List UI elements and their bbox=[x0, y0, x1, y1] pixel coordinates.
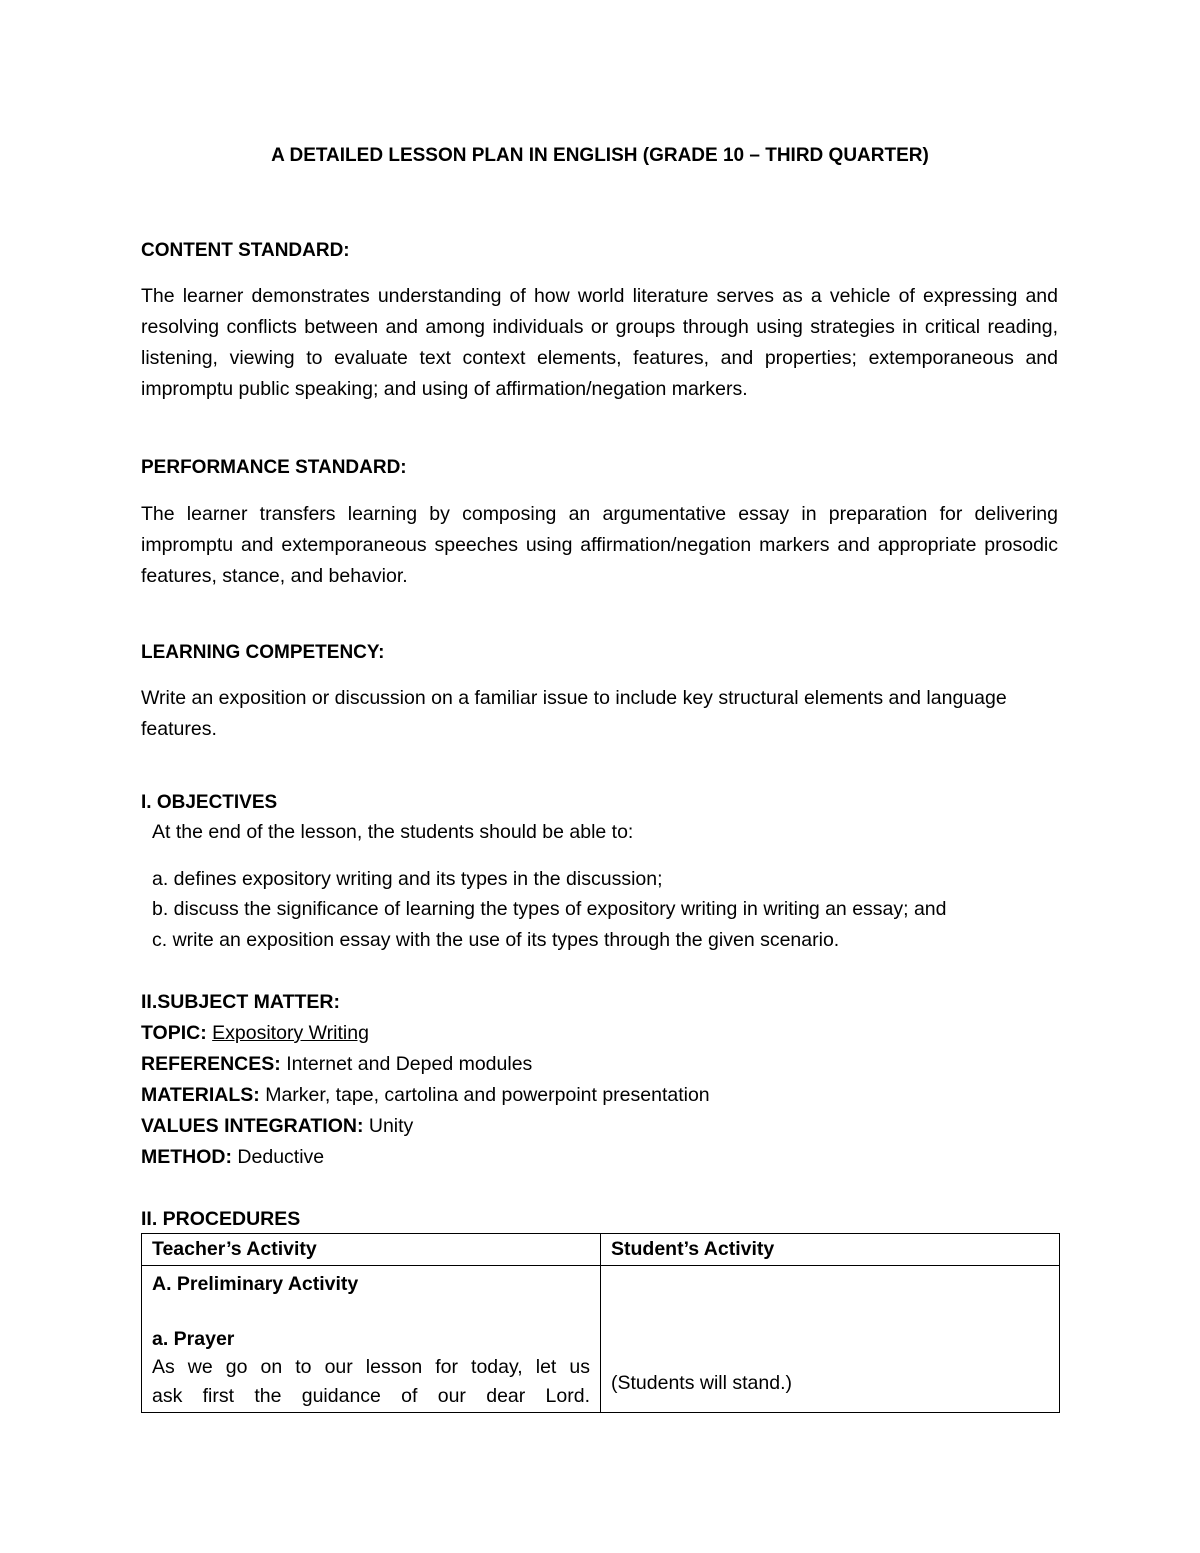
materials-line bbox=[141, 1084, 710, 1107]
subject-matter-heading: II.SUBJECT MATTER: bbox=[141, 991, 340, 1013]
values-integration-line bbox=[141, 1115, 413, 1138]
teacher-activity-header: Teacher’s Activity bbox=[142, 1234, 601, 1266]
materials-value: Marker, tape, cartolina and powerpoint presentation bbox=[265, 1084, 710, 1106]
values-integration-value: Unity bbox=[368, 1115, 414, 1137]
objective-item-a: a. defines expository writing and its types in the discussion; bbox=[152, 868, 663, 890]
objectives-intro: At the end of the lesson, the students should be able to: bbox=[152, 821, 634, 843]
objectives-heading: I. OBJECTIVES bbox=[141, 792, 278, 813]
objective-item-b: b. discuss the significance of learning the types of expository writing in writing an essay; and bbox=[152, 898, 947, 920]
content-standard-heading: CONTENT STANDARD: bbox=[141, 240, 350, 261]
learning-competency-text: Write an exposition or discussion on a familiar issue to include key structural elements and language features. bbox=[141, 687, 1007, 740]
student-activity-cell bbox=[601, 1266, 1060, 1413]
topic-value: Expository Writing bbox=[212, 1022, 369, 1044]
student-activity-header: Student’s Activity bbox=[601, 1234, 1060, 1266]
method-label: METHOD: bbox=[141, 1146, 232, 1168]
content-standard-text: The learner demonstrates understanding of how world literature serves as a vehicle of expressing and resolving conflicts between and among individuals or groups through using strategies in critical reading, listening, viewing to evaluate text context elements, features, and properties; extemporaneous and impromptu public speaking; and using of affirmation/negation markers. bbox=[141, 285, 1058, 400]
materials-label: MATERIALS: bbox=[141, 1084, 260, 1106]
teacher-instruction-line-2: ask first the guidance of our dear Lord. bbox=[152, 1385, 590, 1407]
prayer-label: a. Prayer bbox=[152, 1328, 235, 1350]
topic-label: TOPIC: bbox=[141, 1022, 207, 1044]
procedures-table bbox=[141, 1233, 1060, 1413]
learning-competency-heading: LEARNING COMPETENCY: bbox=[141, 642, 385, 663]
teacher-activity-cell bbox=[142, 1266, 601, 1413]
table-header-row bbox=[142, 1234, 1060, 1266]
preliminary-activity-label: A. Preliminary Activity bbox=[152, 1273, 359, 1295]
procedures-heading: II. PROCEDURES bbox=[141, 1208, 301, 1230]
method-line bbox=[141, 1146, 324, 1169]
performance-standard-heading: PERFORMANCE STANDARD: bbox=[141, 457, 407, 478]
performance-standard-text: The learner transfers learning by composing an argumentative essay in preparation for delivering impromptu and extemporaneous speeches using affirmation/negation markers and appropriate prosodic features, stance, and behavior. bbox=[141, 503, 1058, 587]
teacher-instruction-line-1: As we go on to our lesson for today, let us bbox=[152, 1356, 590, 1378]
method-value: Deductive bbox=[237, 1146, 325, 1168]
references-line bbox=[141, 1053, 532, 1076]
objective-item-c: c. write an exposition essay with the use of its types through the given scenario. bbox=[152, 929, 840, 951]
references-label: REFERENCES: bbox=[141, 1053, 281, 1075]
document-title: A DETAILED LESSON PLAN IN ENGLISH (GRADE 10 – THIRD QUARTER) bbox=[271, 145, 929, 166]
student-response: (Students will stand.) bbox=[611, 1372, 792, 1394]
topic-line bbox=[141, 1022, 369, 1045]
table-row bbox=[142, 1266, 1060, 1413]
values-integration-label: VALUES INTEGRATION: bbox=[141, 1115, 364, 1137]
references-value: Internet and Deped modules bbox=[286, 1053, 533, 1075]
